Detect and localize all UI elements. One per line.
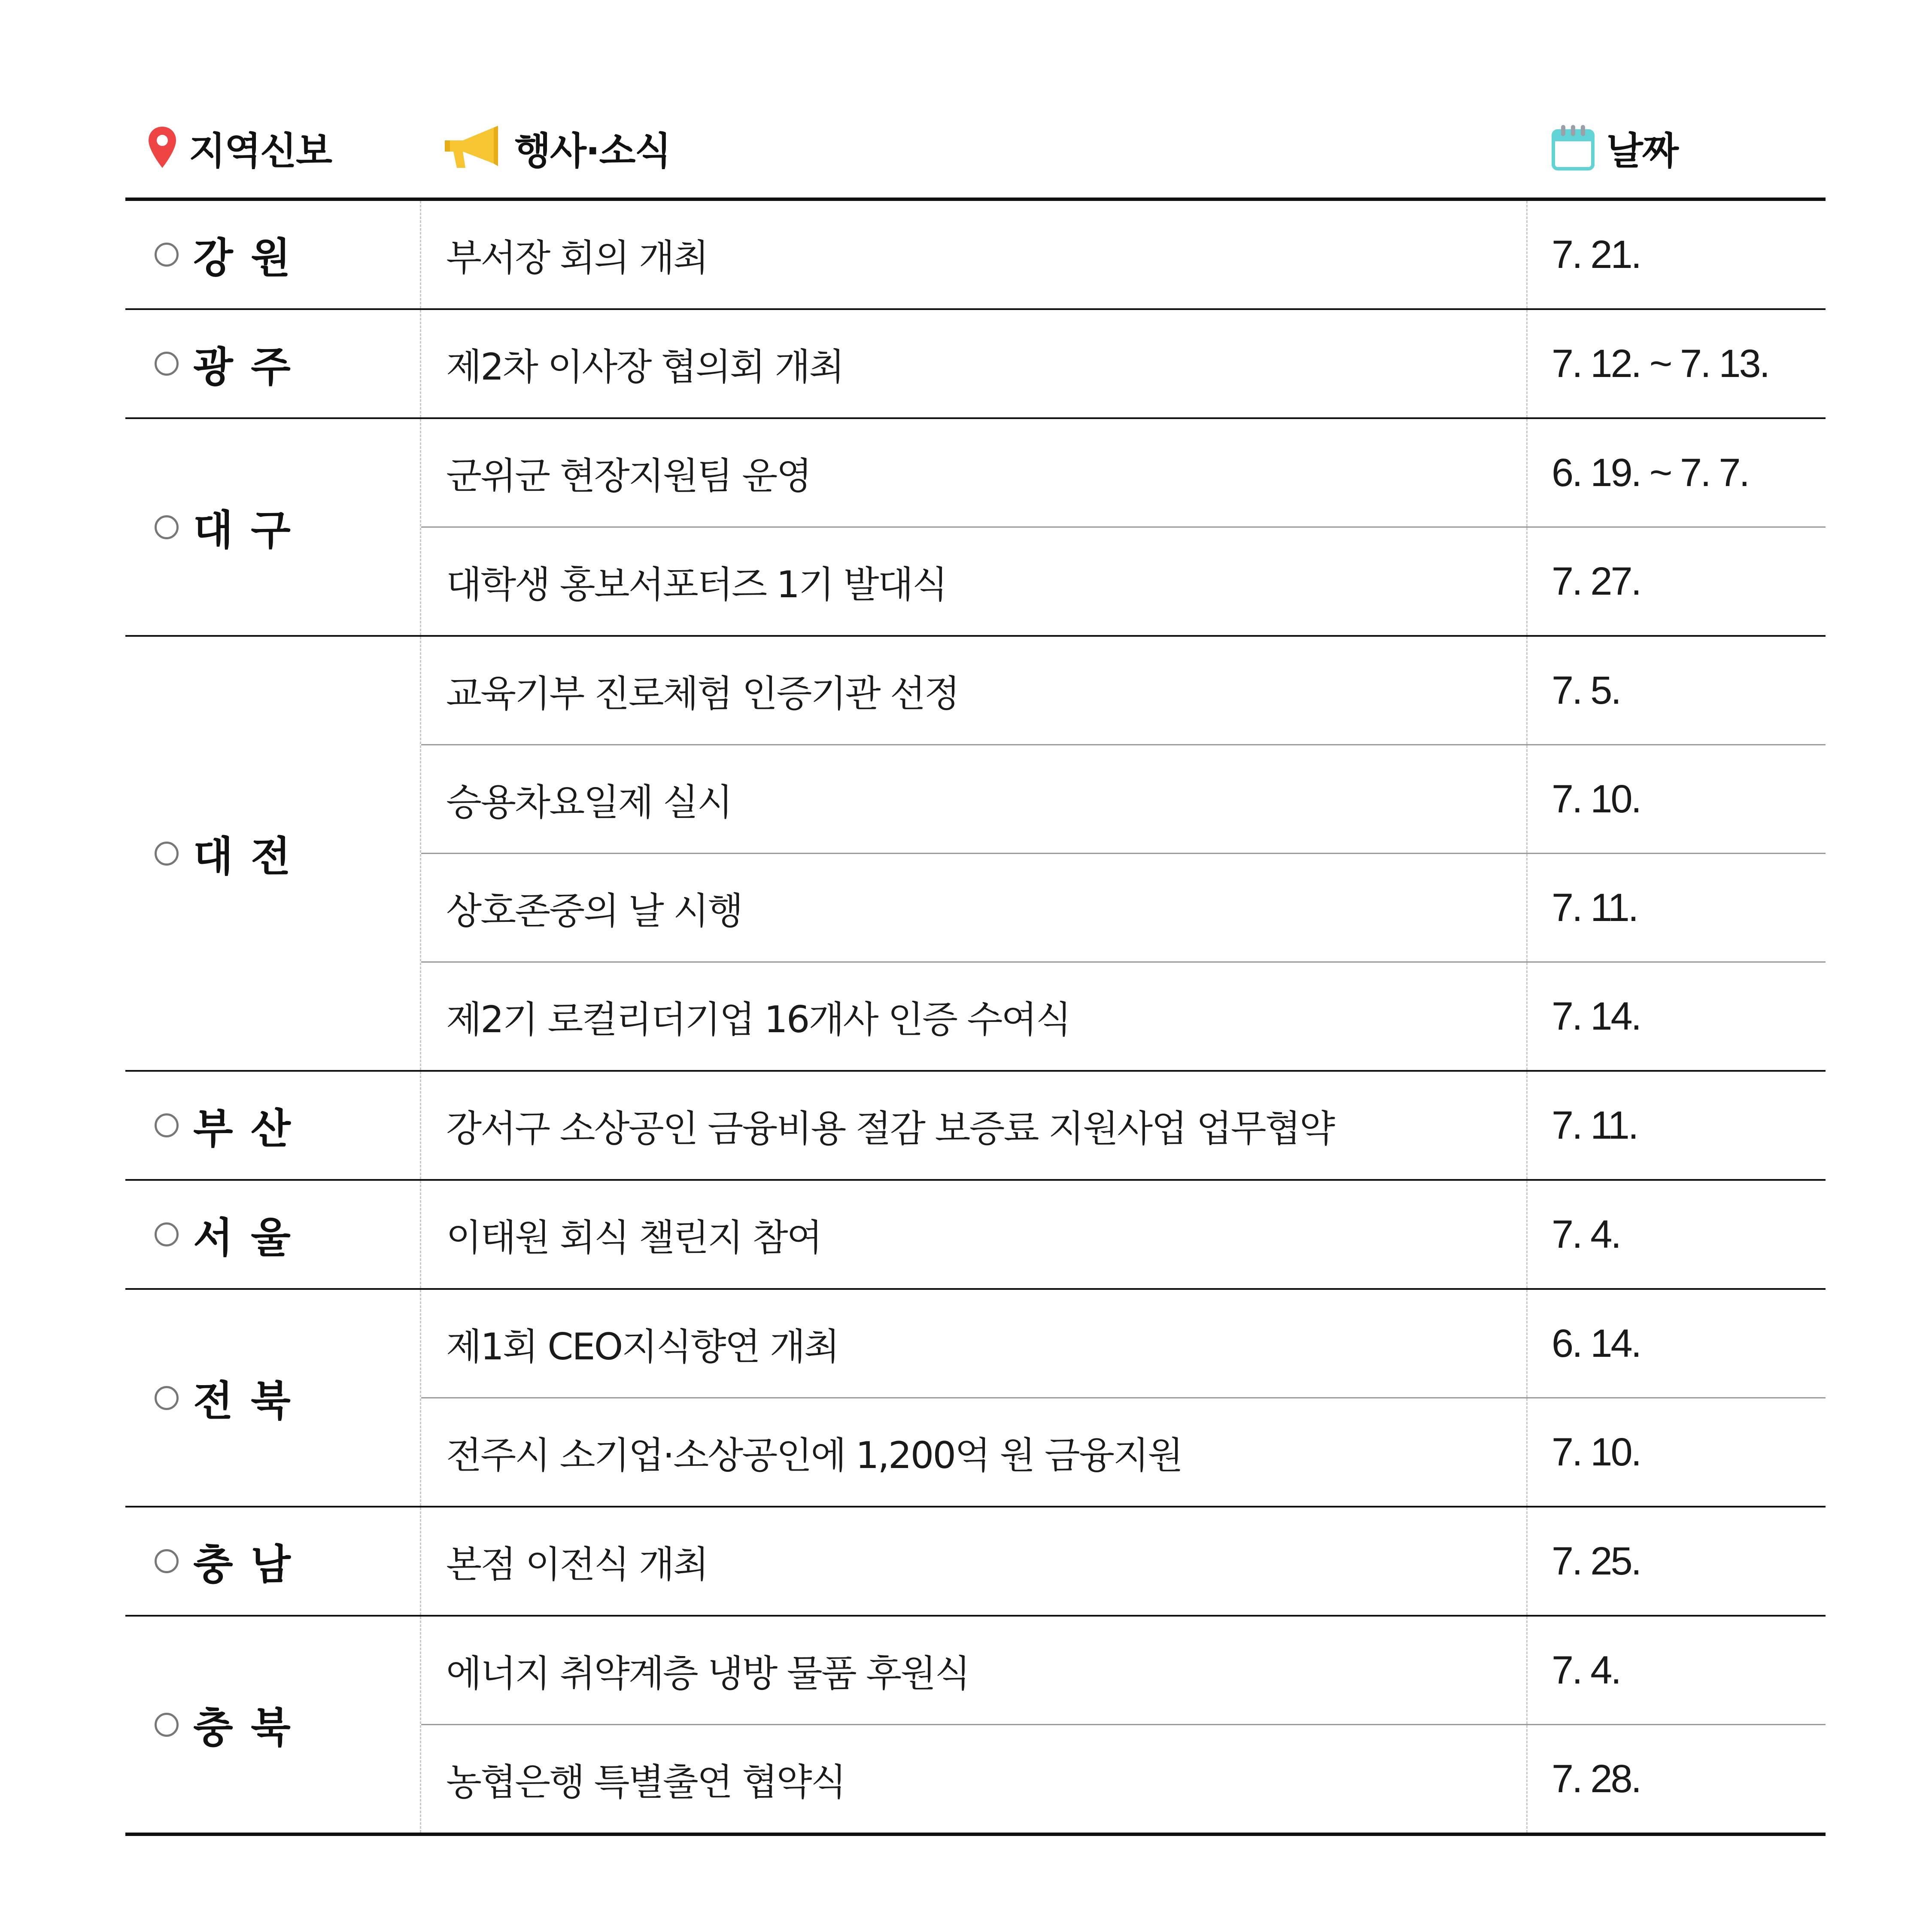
circle-bullet-icon (155, 1113, 179, 1137)
region-group-daejeon (125, 637, 1826, 1072)
event-date: 7. 4. (1526, 1617, 1852, 1724)
region-cell (125, 310, 420, 417)
event-date: 7. 28. (1526, 1725, 1852, 1833)
table-row (421, 1072, 1826, 1179)
region-group-seoul (125, 1181, 1826, 1290)
circle-bullet-icon (155, 1549, 179, 1573)
region-name: 부 산 (193, 1104, 292, 1153)
circle-bullet-icon (155, 1386, 179, 1410)
regional-news-table (125, 103, 1826, 1836)
region-cell (125, 201, 420, 308)
region-name: 서 울 (193, 1213, 292, 1262)
event-title: 군위군 현장지원팀 운영 (446, 455, 811, 498)
table-row (421, 853, 1826, 961)
circle-bullet-icon (155, 515, 179, 539)
circle-bullet-icon (155, 243, 179, 267)
region-name: 충 남 (193, 1540, 292, 1589)
event-title: 강서구 소상공인 금융비용 절감 보증료 지원사업 업무협약 (446, 1107, 1334, 1150)
event-date: 7. 5. (1526, 637, 1852, 744)
header-date (1551, 120, 1678, 176)
table-row (421, 1724, 1826, 1833)
table-row (421, 310, 1826, 417)
region-cell (125, 1617, 420, 1833)
event-title: 승용차요일제 실시 (446, 781, 732, 824)
event-title: 전주시 소기업·소상공인에 1,200억 원 금융지원 (446, 1434, 1182, 1477)
region-name: 대 전 (193, 833, 292, 881)
table-row (421, 526, 1826, 635)
header-event (443, 120, 670, 176)
header-event-label: 행사·소식 (514, 129, 671, 173)
event-date: 7. 12. ~ 7. 13. (1526, 310, 1852, 417)
region-cell (125, 1072, 420, 1179)
event-title: 에너지 취약계층 냉방 물품 후원식 (446, 1652, 969, 1695)
event-title: 부서장 회의 개최 (446, 237, 708, 280)
event-title: 교육기부 진로체험 인증기관 선정 (446, 672, 959, 715)
region-name: 광 주 (193, 343, 292, 391)
table-row (421, 201, 1826, 308)
location-pin-icon (147, 125, 178, 171)
event-date: 7. 14. (1526, 963, 1852, 1070)
region-cell (125, 1181, 420, 1288)
event-date: 7. 25. (1526, 1508, 1852, 1615)
event-date: 7. 27. (1526, 528, 1852, 635)
circle-bullet-icon (155, 1222, 179, 1246)
region-name: 전 북 (193, 1377, 292, 1425)
region-group-jeonbuk (125, 1290, 1826, 1508)
table-row (421, 419, 1826, 526)
region-group-gwangju (125, 310, 1826, 419)
event-date: 7. 10. (1526, 745, 1852, 853)
event-title: 이태원 회식 챌린지 참여 (446, 1216, 821, 1259)
header-region (147, 120, 331, 176)
event-title: 제2차 이사장 협의회 개최 (446, 346, 844, 389)
region-name: 대 구 (193, 506, 292, 554)
table-row (421, 1290, 1826, 1397)
table-row (421, 1508, 1826, 1615)
table-row (421, 1617, 1826, 1724)
event-date: 7. 11. (1526, 854, 1852, 961)
event-title: 대학생 홍보서포터즈 1기 발대식 (446, 563, 947, 606)
event-date: 6. 14. (1526, 1290, 1852, 1397)
event-date: 7. 4. (1526, 1181, 1852, 1288)
table-row (421, 744, 1826, 853)
region-cell (125, 419, 420, 635)
circle-bullet-icon (155, 842, 179, 866)
table-row (421, 1181, 1826, 1288)
region-group-chungbuk (125, 1617, 1826, 1836)
region-cell (125, 1508, 420, 1615)
header-date-label: 날짜 (1607, 129, 1678, 173)
table-row (421, 1397, 1826, 1506)
header-region-label: 지역신보 (189, 129, 332, 173)
event-title: 상호존중의 날 시행 (446, 890, 742, 933)
event-title: 농협은행 특별출연 협약식 (446, 1761, 845, 1804)
region-group-gangwon (125, 201, 1826, 310)
region-cell (125, 1290, 420, 1506)
calendar-icon (1551, 123, 1595, 173)
circle-bullet-icon (155, 1713, 179, 1737)
event-date: 7. 21. (1526, 201, 1852, 308)
table-row (421, 637, 1826, 744)
event-title: 제1회 CEO지식향연 개최 (446, 1325, 839, 1368)
region-group-daegu (125, 419, 1826, 637)
circle-bullet-icon (155, 352, 179, 376)
event-date: 7. 11. (1526, 1072, 1852, 1179)
event-title: 제2기 로컬리더기업 16개사 인증 수여식 (446, 998, 1070, 1041)
region-group-chungnam (125, 1508, 1826, 1617)
megaphone-icon (443, 123, 503, 173)
region-cell (125, 637, 420, 1070)
event-date: 6. 19. ~ 7. 7. (1526, 419, 1852, 526)
event-title: 본점 이전식 개최 (446, 1543, 708, 1586)
region-name: 강 원 (193, 234, 292, 282)
table-header (125, 103, 1826, 201)
event-date: 7. 10. (1526, 1398, 1852, 1506)
region-group-busan (125, 1072, 1826, 1181)
table-row (421, 961, 1826, 1070)
region-name: 충 북 (193, 1704, 292, 1752)
